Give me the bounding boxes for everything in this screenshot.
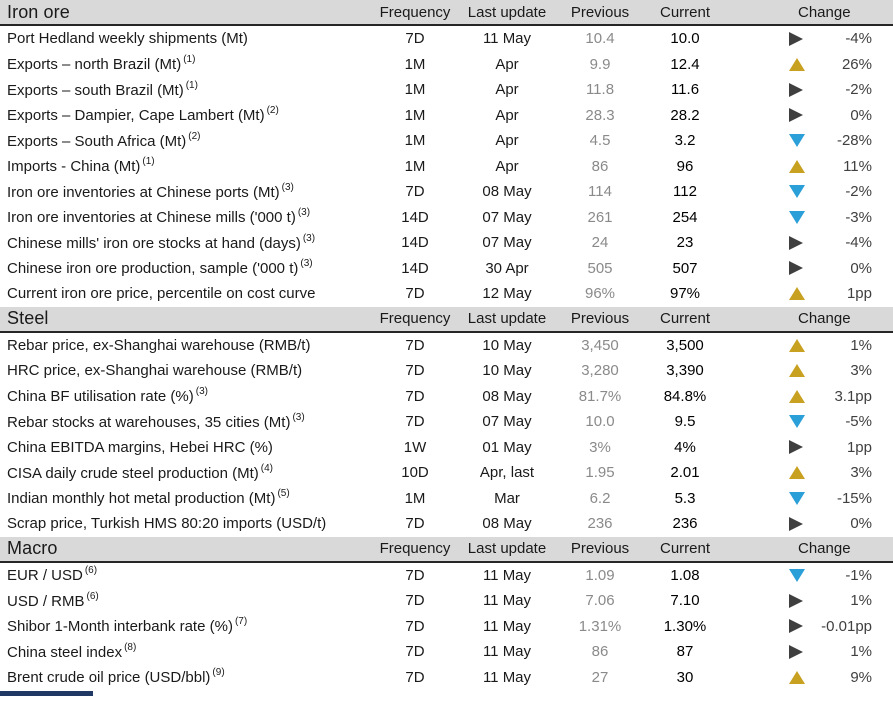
change-cell xyxy=(727,592,893,609)
change-value: 1pp xyxy=(846,285,872,303)
footnote-marker: (6) xyxy=(86,590,99,602)
current-cell: 7.10 xyxy=(670,592,700,610)
frequency-cell: 7D xyxy=(405,515,425,533)
column-header-previous: Previous xyxy=(570,3,630,21)
change-cell xyxy=(727,439,893,456)
frequency-cell: 7D xyxy=(405,285,425,303)
indicator-name xyxy=(0,157,373,175)
table-row xyxy=(0,154,893,180)
previous-cell: 505 xyxy=(587,259,613,277)
table-row xyxy=(0,511,893,537)
footnote-marker: (3) xyxy=(297,207,311,219)
triangle-right-icon xyxy=(789,83,803,97)
column-header-previous: Previous xyxy=(570,310,630,327)
change-cell xyxy=(727,362,893,379)
footnote-marker: (7) xyxy=(234,616,248,628)
table-row xyxy=(0,384,893,410)
current-cell: 23 xyxy=(676,234,694,252)
section-header-row xyxy=(0,0,893,26)
change-value: -3% xyxy=(845,208,872,226)
frequency-cell: 1M xyxy=(404,106,426,124)
table-row xyxy=(0,460,893,486)
last-update-cell: 07 May xyxy=(482,234,532,252)
current-cell: 112 xyxy=(673,183,697,201)
indicator-name xyxy=(0,668,373,686)
previous-cell: 4.5 xyxy=(589,132,611,150)
indicator-name xyxy=(0,566,373,584)
last-update-cell: 11 May xyxy=(482,643,532,661)
indicator-name xyxy=(0,55,373,73)
column-header-frequency: Frequency xyxy=(379,540,451,557)
previous-cell: 236 xyxy=(587,515,613,533)
change-value: 1% xyxy=(850,592,872,610)
current-cell: 1.08 xyxy=(670,566,700,584)
frequency-cell: 7D xyxy=(405,643,425,661)
section-title: Iron ore xyxy=(7,1,70,22)
change-value: 3% xyxy=(850,362,872,380)
change-value: 0% xyxy=(850,259,872,277)
column-header-current: Current xyxy=(659,540,711,557)
indicator-label: Chinese mills' iron ore stocks at hand (days) xyxy=(7,234,301,252)
previous-cell: 9.9 xyxy=(589,55,611,73)
frequency-cell: 7D xyxy=(405,592,425,610)
footnote-marker: (3) xyxy=(302,232,316,244)
last-update-cell: 12 May xyxy=(482,285,532,303)
previous-cell: 1.95 xyxy=(585,464,615,482)
table-row xyxy=(0,179,893,205)
frequency-cell: 7D xyxy=(405,617,425,635)
table-row xyxy=(0,205,893,231)
table-row xyxy=(0,333,893,359)
triangle-right-icon xyxy=(789,236,803,250)
change-cell xyxy=(727,413,893,430)
triangle-right-icon xyxy=(789,517,803,531)
last-update-cell: Apr xyxy=(495,81,519,99)
column-header-change: Change xyxy=(798,310,851,327)
change-cell xyxy=(727,56,893,73)
change-value: -5% xyxy=(845,413,872,431)
column-header-last-update: Last update xyxy=(467,310,547,327)
previous-cell: 3,280 xyxy=(581,362,619,380)
current-cell: 5.3 xyxy=(674,489,696,507)
current-cell: 11.6 xyxy=(670,81,700,99)
footer-bar xyxy=(0,691,93,696)
last-update-cell: Apr xyxy=(495,157,519,175)
current-cell: 3,390 xyxy=(666,362,704,380)
indicator-name xyxy=(0,362,373,379)
frequency-cell: 14D xyxy=(401,259,429,277)
indicator-label: Iron ore inventories at Chinese mills ('000 t) xyxy=(7,209,296,227)
frequency-cell: 1M xyxy=(404,81,426,99)
last-update-cell: Apr xyxy=(495,132,519,150)
previous-cell: 114 xyxy=(588,183,612,201)
indicator-label: Rebar price, ex-Shanghai warehouse (RMB/t) xyxy=(7,336,311,354)
change-cell xyxy=(727,337,893,354)
change-cell xyxy=(727,158,893,175)
frequency-cell: 1M xyxy=(404,489,426,507)
table-row xyxy=(0,358,893,384)
triangle-down-icon xyxy=(789,492,805,505)
change-value: -1% xyxy=(845,566,872,584)
last-update-cell: 11 May xyxy=(482,592,532,610)
indicator-label: Brent crude oil price (USD/bbl) xyxy=(7,669,211,687)
last-update-cell: 11 May xyxy=(482,30,532,48)
previous-cell: 10.4 xyxy=(585,30,615,48)
change-value: -4% xyxy=(845,234,872,252)
last-update-cell: 08 May xyxy=(482,515,532,533)
change-cell xyxy=(727,81,893,98)
previous-cell: 3% xyxy=(589,438,611,456)
table-row xyxy=(0,665,893,691)
change-cell xyxy=(727,388,893,405)
table-row xyxy=(0,486,893,512)
current-cell: 10.0 xyxy=(670,30,700,48)
last-update-cell: 11 May xyxy=(482,668,532,686)
previous-cell: 24 xyxy=(591,234,609,252)
previous-cell: 3,450 xyxy=(581,336,619,354)
current-cell: 12.4 xyxy=(670,55,700,73)
footnote-marker: (8) xyxy=(124,641,137,653)
footnote-marker: (3) xyxy=(281,181,294,193)
triangle-down-icon xyxy=(789,134,805,147)
change-value: 9% xyxy=(850,668,872,686)
indicator-name xyxy=(0,30,373,47)
last-update-cell: 07 May xyxy=(482,208,532,226)
indicator-label: Shibor 1-Month interbank rate (%) xyxy=(7,618,233,636)
change-value: 3.1pp xyxy=(834,387,872,405)
change-value: 11% xyxy=(843,157,872,175)
section-title: Steel xyxy=(7,308,49,328)
section-steel xyxy=(0,307,893,537)
frequency-cell: 1M xyxy=(404,132,426,150)
column-header-last-update: Last update xyxy=(467,3,547,21)
frequency-cell: 7D xyxy=(405,183,425,201)
frequency-cell: 7D xyxy=(405,387,425,405)
change-value: 0% xyxy=(850,515,872,533)
triangle-up-icon xyxy=(789,390,805,403)
change-cell xyxy=(727,30,893,47)
section-title: Macro xyxy=(7,538,58,558)
indicator-name xyxy=(0,285,373,302)
change-value: -4% xyxy=(845,30,872,48)
frequency-cell: 1M xyxy=(404,55,426,73)
triangle-right-icon xyxy=(789,261,803,275)
indicator-name xyxy=(0,413,373,431)
last-update-cell: 10 May xyxy=(482,336,532,354)
change-value: 1% xyxy=(850,336,872,354)
frequency-cell: 1W xyxy=(403,438,427,456)
last-update-cell: Apr, last xyxy=(479,464,535,482)
change-cell xyxy=(727,669,893,686)
change-cell xyxy=(727,234,893,251)
triangle-up-icon xyxy=(789,466,805,479)
current-cell: 87 xyxy=(676,643,694,661)
last-update-cell: 30 Apr xyxy=(485,259,529,277)
indicator-name xyxy=(0,106,373,124)
frequency-cell: 7D xyxy=(405,566,425,584)
last-update-cell: Mar xyxy=(494,489,520,507)
frequency-cell: 7D xyxy=(405,413,425,431)
change-cell xyxy=(727,643,893,660)
footnote-marker: (2) xyxy=(266,105,279,117)
footnote-marker: (1) xyxy=(185,79,198,91)
indicator-label: Iron ore inventories at Chinese ports (Mt) xyxy=(7,183,280,201)
change-value: -15% xyxy=(836,489,872,507)
previous-cell: 86 xyxy=(591,643,609,661)
footnote-marker: (3) xyxy=(292,411,305,423)
column-header-change: Change xyxy=(798,3,851,21)
current-cell: 30 xyxy=(676,668,694,686)
table-row xyxy=(0,256,893,282)
last-update-cell: 08 May xyxy=(482,183,532,201)
previous-cell: 96% xyxy=(584,285,616,303)
triangle-down-icon xyxy=(789,569,805,582)
footnote-marker: (4) xyxy=(260,462,274,474)
current-cell: 3,500 xyxy=(666,336,704,354)
column-header-change: Change xyxy=(798,540,851,557)
frequency-cell: 7D xyxy=(405,30,425,48)
indicator-name xyxy=(0,464,373,482)
section-header-row xyxy=(0,307,893,333)
indicator-label: Chinese iron ore production, sample ('000 t) xyxy=(7,260,299,278)
indicator-label: Exports – south Brazil (Mt) xyxy=(7,81,184,99)
indicator-label: Current iron ore price, percentile on cost curve xyxy=(7,285,316,303)
change-value: 1% xyxy=(850,643,872,661)
previous-cell: 7.06 xyxy=(585,592,615,610)
table-row xyxy=(0,52,893,78)
indicator-label: Rebar stocks at warehouses, 35 cities (Mt) xyxy=(7,413,291,431)
indicator-name xyxy=(0,208,373,226)
triangle-right-icon xyxy=(789,619,803,633)
change-cell xyxy=(727,132,893,149)
frequency-cell: 1M xyxy=(404,157,426,175)
triangle-down-icon xyxy=(789,211,805,224)
column-header-previous: Previous xyxy=(570,540,630,557)
current-cell: 1.30% xyxy=(663,617,707,635)
triangle-up-icon xyxy=(789,58,805,71)
last-update-cell: 07 May xyxy=(482,413,532,431)
indicator-label: Indian monthly hot metal production (Mt) xyxy=(7,490,276,508)
last-update-cell: Apr xyxy=(495,106,519,124)
indicator-name xyxy=(0,439,373,456)
table-row xyxy=(0,588,893,614)
change-cell xyxy=(727,490,893,507)
footnote-marker: (3) xyxy=(300,258,313,270)
indicator-name xyxy=(0,132,373,150)
previous-cell: 1.09 xyxy=(585,566,615,584)
indicator-label: Exports – Dampier, Cape Lambert (Mt) xyxy=(7,107,265,125)
indicator-label: HRC price, ex-Shanghai warehouse (RMB/t) xyxy=(7,362,303,380)
table-row xyxy=(0,103,893,129)
indicator-name xyxy=(0,515,373,532)
section-header-row xyxy=(0,537,893,563)
indicator-label: Imports - China (Mt) xyxy=(7,158,141,176)
footnote-marker: (2) xyxy=(188,130,201,142)
change-value: -28% xyxy=(836,132,872,150)
change-cell xyxy=(727,260,893,277)
current-cell: 28.2 xyxy=(670,106,700,124)
triangle-up-icon xyxy=(789,160,805,173)
footnote-marker: (9) xyxy=(212,667,225,679)
indicator-name xyxy=(0,183,373,201)
previous-cell: 10.0 xyxy=(585,413,615,431)
table-row xyxy=(0,26,893,52)
change-cell xyxy=(727,618,893,635)
column-header-frequency: Frequency xyxy=(379,3,451,21)
last-update-cell: 01 May xyxy=(482,438,532,456)
change-cell xyxy=(727,567,893,584)
last-update-cell: 11 May xyxy=(482,566,532,584)
indicator-label: Port Hedland weekly shipments (Mt) xyxy=(7,30,248,48)
table-row xyxy=(0,639,893,665)
indicator-label: USD / RMB xyxy=(7,592,85,610)
indicator-name xyxy=(0,387,373,405)
previous-cell: 1.31% xyxy=(578,617,622,635)
previous-cell: 81.7% xyxy=(578,387,622,405)
current-cell: 236 xyxy=(672,515,698,533)
footnote-marker: (1) xyxy=(183,54,196,66)
current-cell: 254 xyxy=(672,208,698,226)
change-value: -0.01pp xyxy=(821,617,872,635)
change-cell xyxy=(727,107,893,124)
previous-cell: 261 xyxy=(587,208,613,226)
change-cell xyxy=(727,515,893,532)
triangle-down-icon xyxy=(789,415,805,428)
current-cell: 96 xyxy=(676,157,694,175)
table-row xyxy=(0,281,893,307)
table-row xyxy=(0,409,893,435)
previous-cell: 27 xyxy=(591,668,609,686)
frequency-cell: 7D xyxy=(405,668,425,686)
change-cell xyxy=(727,209,893,226)
triangle-right-icon xyxy=(789,645,803,659)
indicator-label: Exports – South Africa (Mt) xyxy=(7,132,187,150)
indicator-name xyxy=(0,592,373,610)
current-cell: 2.01 xyxy=(670,464,700,482)
frequency-cell: 14D xyxy=(401,234,429,252)
footnote-marker: (3) xyxy=(195,386,208,398)
footnote-marker: (5) xyxy=(277,488,290,500)
indicator-name xyxy=(0,259,373,277)
table-row xyxy=(0,435,893,461)
triangle-up-icon xyxy=(789,339,805,352)
triangle-down-icon xyxy=(789,185,805,198)
indicator-label: CISA daily crude steel production (Mt) xyxy=(7,464,259,482)
frequency-cell: 10D xyxy=(401,464,429,482)
indicator-label: China BF utilisation rate (%) xyxy=(7,388,194,406)
indicator-label: EUR / USD xyxy=(7,567,83,585)
change-value: 0% xyxy=(850,106,872,124)
section-iron-ore xyxy=(0,0,893,307)
footnote-marker: (1) xyxy=(142,156,155,168)
frequency-cell: 7D xyxy=(405,336,425,354)
table-row xyxy=(0,77,893,103)
indicator-name xyxy=(0,234,373,252)
frequency-cell: 7D xyxy=(405,362,425,380)
change-value: -2% xyxy=(845,81,872,99)
indicator-name xyxy=(0,489,373,507)
column-header-frequency: Frequency xyxy=(379,310,451,327)
change-value: 1pp xyxy=(846,438,872,456)
triangle-up-icon xyxy=(789,364,805,377)
column-header-current: Current xyxy=(659,310,711,327)
indicator-name xyxy=(0,81,373,99)
previous-cell: 11.8 xyxy=(585,81,615,99)
last-update-cell: 10 May xyxy=(482,362,532,380)
column-header-last-update: Last update xyxy=(467,540,547,557)
table-row xyxy=(0,230,893,256)
current-cell: 9.5 xyxy=(674,413,696,431)
triangle-right-icon xyxy=(789,108,803,122)
triangle-up-icon xyxy=(789,287,805,300)
section-macro xyxy=(0,537,893,691)
current-cell: 507 xyxy=(672,259,698,277)
last-update-cell: Apr xyxy=(495,55,519,73)
change-value: -2% xyxy=(845,183,872,201)
triangle-right-icon xyxy=(789,32,803,46)
indicator-label: China EBITDA margins, Hebei HRC (%) xyxy=(7,438,273,456)
last-update-cell: 08 May xyxy=(482,387,532,405)
indicator-name xyxy=(0,617,373,635)
table-row xyxy=(0,128,893,154)
change-value: 26% xyxy=(841,55,872,73)
indicator-name xyxy=(0,643,373,661)
table-row xyxy=(0,563,893,589)
current-cell: 3.2 xyxy=(674,132,696,150)
footnote-marker: (6) xyxy=(84,565,98,577)
change-value: 3% xyxy=(850,464,872,482)
current-cell: 97% xyxy=(669,285,701,303)
indicator-name xyxy=(0,337,373,354)
change-cell xyxy=(727,183,893,200)
triangle-up-icon xyxy=(789,671,805,684)
current-cell: 4% xyxy=(674,438,696,456)
change-cell xyxy=(727,464,893,481)
triangle-right-icon xyxy=(789,440,803,454)
table-row xyxy=(0,614,893,640)
indicator-label: Scrap price, Turkish HMS 80:20 imports (USD/t) xyxy=(7,515,327,533)
triangle-right-icon xyxy=(789,594,803,608)
last-update-cell: 11 May xyxy=(482,617,532,635)
current-cell: 84.8% xyxy=(663,387,707,405)
previous-cell: 86 xyxy=(591,157,609,175)
previous-cell: 28.3 xyxy=(585,106,615,124)
indicator-label: Exports – north Brazil (Mt) xyxy=(7,56,182,74)
column-header-current: Current xyxy=(659,3,711,21)
change-cell xyxy=(727,285,893,302)
previous-cell: 6.2 xyxy=(589,489,611,507)
indicator-label: China steel index xyxy=(7,643,123,661)
frequency-cell: 14D xyxy=(401,208,429,226)
